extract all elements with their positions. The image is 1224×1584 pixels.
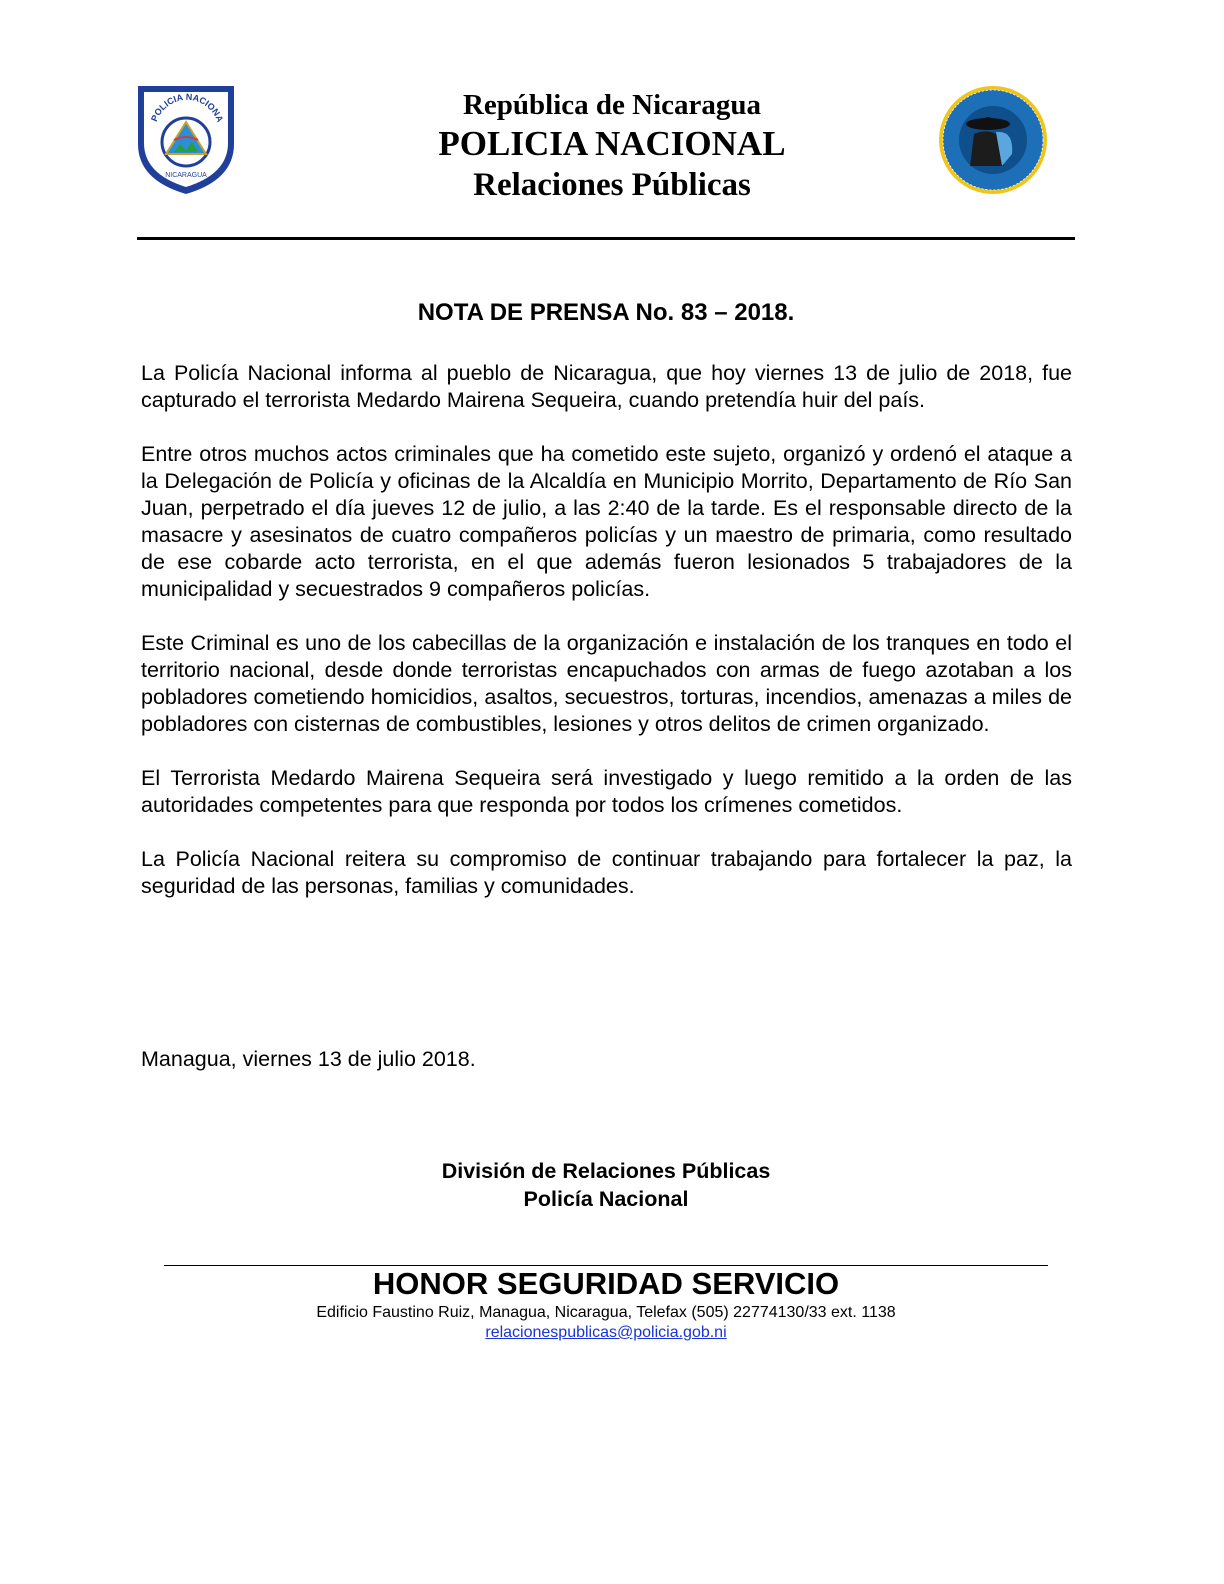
paragraph-1: La Policía Nacional informa al pueblo de Nicaragua, que hoy viernes 13 de julio de 2018, fue capturado el terrorista Medardo Mairena Sequeira, cuando pretendía huir del país. [141, 361, 1072, 412]
header-divider [137, 237, 1075, 240]
paragraph-3: Este Criminal es uno de los cabecillas de la organización e instalación de los tranques en todo el territorio nacional, desde donde terroristas encapuchados con armas de fuego azotaban a los pobladores cometiendo homicidios, asaltos, secuestros, torturas, incendios, amenazas a miles de pobladores con cisternas de combustibles, lesiones y otros delitos de crimen organizado. [141, 631, 1072, 736]
svg-text:POLICIA NACIONAL: POLICIA NACIONA [149, 91, 226, 124]
sandino-seal-logo [930, 84, 1056, 196]
signature-division: División de Relaciones Públicas [441, 1159, 771, 1183]
paragraph-5: La Policía Nacional reitera su compromiso de continuar trabajando para fortalecer la paz, la seguridad de las personas, familias y comunidades. [141, 847, 1072, 898]
paragraph-4: El Terrorista Medardo Mairena Sequeira será investigado y luego remitido a la orden de las autoridades competentes para que responda por todos los crímenes cometidos. [141, 766, 1072, 817]
signature-block [137, 1157, 1075, 1213]
press-release-title: NOTA DE PRENSA No. 83 – 2018. [417, 299, 795, 326]
paragraph-2: Entre otros muchos actos criminales que ha cometido este sujeto, organizó y ordenó el ataque a la Delegación de Policía y oficinas de la Alcaldía en Municipio Morrito, Departamento de Río San Juan, perpetrado el día jueves 12 de julio, a las 2:40 de la tarde. Es el responsable directo de la masacre y asesinatos de cuatro compañeros policías y un maestro de primaria, como resultado de ese cobarde acto terrorista, en el que además fueron lesionados 5 trabajadores de la municipalidad y secuestrados 9 compañeros policías. [141, 442, 1072, 601]
department-heading: Relaciones Públicas [473, 167, 751, 203]
email-link[interactable]: relacionespublicas@policia.gob.ni [485, 1324, 727, 1341]
signature-institution: Policía Nacional [523, 1187, 689, 1211]
footer-address: Edificio Faustino Ruiz, Managua, Nicaragua, Telefax (505) 22774130/33 ext. 1138 [316, 1304, 896, 1321]
country-heading: República de Nicaragua [462, 89, 762, 121]
policia-nacional-shield-logo [134, 80, 238, 198]
place-and-date: Managua, viernes 13 de julio 2018. [141, 1047, 476, 1071]
letterhead [300, 86, 924, 206]
institution-heading: POLICIA NACIONAL [438, 124, 786, 163]
press-release-body [141, 360, 1072, 927]
footer-motto: HONOR SEGURIDAD SERVICIO [372, 1266, 840, 1301]
shield-bottom-text: NICARAGUA [165, 172, 207, 179]
footer-email [137, 1323, 1075, 1343]
